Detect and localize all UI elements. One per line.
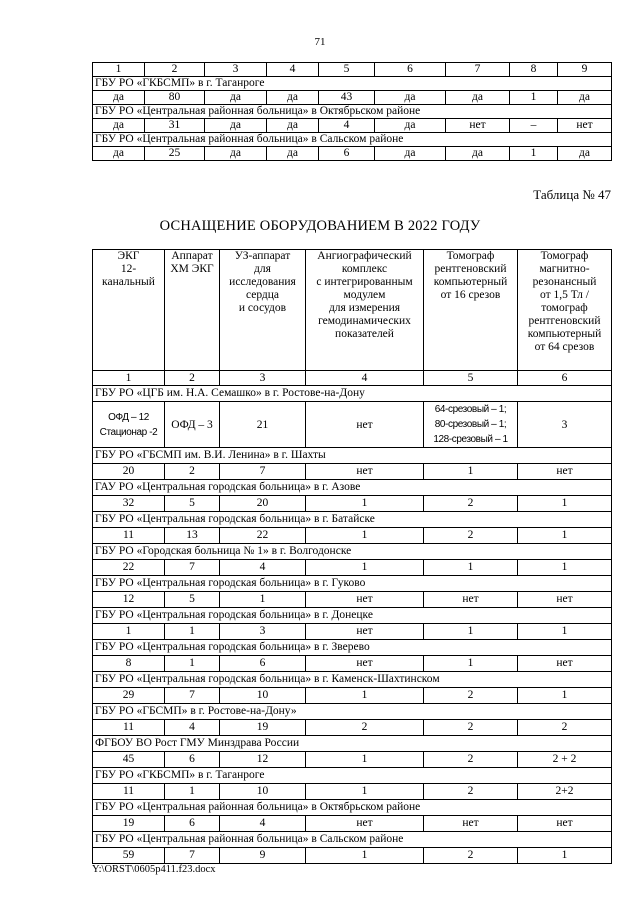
institution-row (93, 544, 612, 560)
column-header: Аппарат ХМ ЭКГ (165, 250, 220, 371)
table-cell: 4 (319, 119, 375, 133)
table-cell: да (446, 147, 510, 161)
table-cell: 1 (306, 848, 424, 864)
table-cell: нет (558, 119, 612, 133)
table-cell: 1 (424, 464, 518, 480)
column-number: 7 (446, 63, 510, 77)
table-cell: 2 (306, 720, 424, 736)
column-number: 9 (558, 63, 612, 77)
table-cell: 7 (165, 560, 220, 576)
institution-row (93, 704, 612, 720)
table-cell: 1 (518, 528, 612, 544)
table-cell: 19 (220, 720, 306, 736)
table-cell: 2 + 2 (518, 752, 612, 768)
table-cell: ОФД – 12 Стационар -2 (93, 402, 165, 448)
table-row (93, 752, 612, 768)
institution-row (93, 512, 612, 528)
table-cell: 1 (510, 91, 558, 105)
institution-row (93, 386, 612, 402)
table-cell: 25 (145, 147, 205, 161)
table-cell: 80 (145, 91, 205, 105)
institution-row (93, 672, 612, 688)
header-row (93, 63, 612, 77)
institution-name: ГБУ РО «ЦГБ им. Н.А. Семашко» в г. Ростове-на-Дону (93, 386, 612, 402)
table-cell: да (205, 147, 267, 161)
column-number: 8 (510, 63, 558, 77)
table-cell: нет (446, 119, 510, 133)
table-cell: – (510, 119, 558, 133)
table-label: Таблица № 47 (533, 187, 611, 202)
table-cell: 1 (165, 656, 220, 672)
institution-name: ГБУ РО «Центральная городская больница» в г. Каменск-Шахтинском (93, 672, 612, 688)
table-cell: да (558, 147, 612, 161)
table-cell: 5 (165, 496, 220, 512)
table-cell: 1 (518, 688, 612, 704)
column-header: ЭКГ 12- канальный (93, 250, 165, 371)
table-cell: 1 (306, 752, 424, 768)
table-cell: 21 (220, 402, 306, 448)
table-cell: да (205, 91, 267, 105)
table-cell: нет (306, 656, 424, 672)
equipment-table (92, 249, 612, 864)
table-row (93, 720, 612, 736)
table-row (93, 119, 612, 133)
institution-name: ГБУ РО «ГБСМП им. В.И. Ленина» в г. Шахты (93, 448, 612, 464)
table-row (93, 464, 612, 480)
table-row (93, 784, 612, 800)
institution-row (93, 768, 612, 784)
table-cell: да (267, 119, 319, 133)
table-cell: ОФД – 3 (165, 402, 220, 448)
table-cell: нет (306, 624, 424, 640)
table-cell: нет (306, 592, 424, 608)
table-cell: 6 (165, 752, 220, 768)
column-number: 6 (518, 371, 612, 386)
table-cell: 7 (220, 464, 306, 480)
table-cell: нет (424, 816, 518, 832)
institution-row (93, 832, 612, 848)
institution-name: ГБУ РО «ГБСМП» в г. Ростове-на-Дону» (93, 704, 612, 720)
table-cell: 1 (518, 496, 612, 512)
table-cell: 9 (220, 848, 306, 864)
table-cell: 2 (424, 496, 518, 512)
table-cell: 59 (93, 848, 165, 864)
table-cell: нет (306, 464, 424, 480)
institution-row (93, 736, 612, 752)
table-cell: 11 (93, 784, 165, 800)
institution-row (93, 640, 612, 656)
table-cell: 2 (424, 528, 518, 544)
table-cell: 1 (306, 784, 424, 800)
column-number-row (93, 371, 612, 386)
column-number: 1 (93, 371, 165, 386)
table-row (93, 848, 612, 864)
table-cell: да (205, 119, 267, 133)
table-row (93, 624, 612, 640)
table-cell: 1 (510, 147, 558, 161)
table-cell: нет (518, 464, 612, 480)
column-number: 1 (93, 63, 145, 77)
table-cell: 6 (165, 816, 220, 832)
table-cell: 64-срезовый – 1; 80-срезовый – 1; 128-срезовый – 1 (424, 402, 518, 448)
column-number: 3 (220, 371, 306, 386)
table-cell: 1 (220, 592, 306, 608)
table-cell: 1 (306, 560, 424, 576)
top-table-continuation (92, 62, 612, 161)
table-cell: 12 (220, 752, 306, 768)
table-cell: 7 (165, 688, 220, 704)
table-row (93, 528, 612, 544)
table-cell: 8 (93, 656, 165, 672)
table-row (93, 147, 612, 161)
table-row (93, 688, 612, 704)
institution-row (93, 448, 612, 464)
table-cell: 1 (165, 784, 220, 800)
table-cell: 2 (424, 688, 518, 704)
table-row (93, 91, 612, 105)
table-cell: 32 (93, 496, 165, 512)
table-cell: 1 (93, 624, 165, 640)
column-number: 2 (165, 371, 220, 386)
table-row (93, 816, 612, 832)
table-cell: 1 (424, 656, 518, 672)
table-cell: 11 (93, 528, 165, 544)
table-row (93, 496, 612, 512)
table-row (93, 402, 612, 448)
column-header: Томограф рентгеновский компьютерный от 16 срезов (424, 250, 518, 371)
table-cell: да (267, 147, 319, 161)
table-cell: нет (424, 592, 518, 608)
table-cell: 2 (424, 848, 518, 864)
institution-name: ГБУ РО «Центральная городская больница» в г. Гуково (93, 576, 612, 592)
table-cell: 20 (93, 464, 165, 480)
table-cell: 22 (93, 560, 165, 576)
table-cell: нет (518, 816, 612, 832)
institution-name: ГБУ РО «Центральная районная больница» в Октябрьском районе (93, 800, 612, 816)
table-cell: 13 (165, 528, 220, 544)
table-cell: 2 (165, 464, 220, 480)
column-number: 5 (424, 371, 518, 386)
column-number: 5 (319, 63, 375, 77)
institution-row (93, 576, 612, 592)
table-cell: 1 (306, 528, 424, 544)
table-cell: 4 (220, 816, 306, 832)
table-cell: да (375, 147, 446, 161)
table-cell: 12 (93, 592, 165, 608)
table-cell: 2+2 (518, 784, 612, 800)
column-header: УЗ-аппарат для исследования сердца и сосудов (220, 250, 306, 371)
table-cell: 45 (93, 752, 165, 768)
institution-name: ГБУ РО «Центральная городская больница» в г. Донецке (93, 608, 612, 624)
institution-name: ГБУ РО «Центральная районная больница» в Октябрьском районе (93, 105, 612, 119)
institution-row (93, 133, 612, 147)
table-cell: да (558, 91, 612, 105)
institution-row (93, 480, 612, 496)
table-cell: 1 (165, 624, 220, 640)
table-title: ОСНАЩЕНИЕ ОБОРУДОВАНИЕМ В 2022 ГОДУ (159, 218, 481, 234)
table-cell: нет (518, 592, 612, 608)
table-cell: да (93, 91, 145, 105)
institution-row (93, 800, 612, 816)
table-cell: 1 (518, 560, 612, 576)
table-cell: да (267, 91, 319, 105)
table-cell: 3 (518, 402, 612, 448)
institution-name: ГБУ РО «ГКБСМП» в г. Таганроге (93, 77, 612, 91)
table-row (93, 656, 612, 672)
column-number: 3 (205, 63, 267, 77)
page-number: 71 (314, 36, 326, 48)
institution-name: ГБУ РО «Центральная городская больница» в г. Батайске (93, 512, 612, 528)
table-cell: 4 (220, 560, 306, 576)
institution-name: ГБУ РО «Городская больница № 1» в г. Волгодонске (93, 544, 612, 560)
file-path-footer: Y:\ORST\0605p411.f23.docx (92, 864, 216, 875)
institution-row (93, 105, 612, 119)
table-cell: 1 (306, 688, 424, 704)
column-number: 4 (267, 63, 319, 77)
table-cell: 1 (424, 560, 518, 576)
table-cell: 1 (518, 624, 612, 640)
column-number: 6 (375, 63, 446, 77)
column-number: 2 (145, 63, 205, 77)
table-cell: 43 (319, 91, 375, 105)
table-cell: нет (518, 656, 612, 672)
institution-row (93, 77, 612, 91)
table-cell: 11 (93, 720, 165, 736)
institution-name: ГБУ РО «Центральная районная больница» в Сальском районе (93, 832, 612, 848)
table-cell: 10 (220, 784, 306, 800)
table-cell: 6 (220, 656, 306, 672)
institution-name: ГБУ РО «ГКБСМП» в г. Таганроге (93, 768, 612, 784)
table-row (93, 560, 612, 576)
table-cell: 1 (518, 848, 612, 864)
table-cell: нет (306, 816, 424, 832)
institution-row (93, 608, 612, 624)
table-cell: да (375, 119, 446, 133)
column-header: Ангиографический комплекс с интегрированным модулем для измерения гемодинамических показателей (306, 250, 424, 371)
table-cell: 5 (165, 592, 220, 608)
table-cell: да (446, 91, 510, 105)
table-cell: 29 (93, 688, 165, 704)
table-cell: да (93, 119, 145, 133)
institution-name: ГАУ РО «Центральная городская больница» в г. Азове (93, 480, 612, 496)
table-cell: 2 (424, 784, 518, 800)
table-row (93, 592, 612, 608)
table-cell: 2 (424, 752, 518, 768)
table-cell: 3 (220, 624, 306, 640)
table-cell: 1 (306, 496, 424, 512)
table-cell: да (375, 91, 446, 105)
table-cell: да (93, 147, 145, 161)
table-cell: 22 (220, 528, 306, 544)
table-cell: 4 (165, 720, 220, 736)
table-cell: 10 (220, 688, 306, 704)
table-cell: 19 (93, 816, 165, 832)
column-header: Томограф магнитно- резонансный от 1,5 Тл / томограф рентгеновский компьютерный от 64 срезов (518, 250, 612, 371)
institution-name: ГБУ РО «Центральная городская больница» в г. Зверево (93, 640, 612, 656)
table-cell: 2 (518, 720, 612, 736)
table-cell: 7 (165, 848, 220, 864)
table-cell: 6 (319, 147, 375, 161)
institution-name: ГБУ РО «Центральная районная больница» в Сальском районе (93, 133, 612, 147)
column-number: 4 (306, 371, 424, 386)
table-cell: 20 (220, 496, 306, 512)
table-cell: 31 (145, 119, 205, 133)
table-cell: 2 (424, 720, 518, 736)
header-row (93, 250, 612, 371)
table-cell: 1 (424, 624, 518, 640)
institution-name: ФГБОУ ВО Рост ГМУ Минздрава России (93, 736, 612, 752)
table-cell: нет (306, 402, 424, 448)
